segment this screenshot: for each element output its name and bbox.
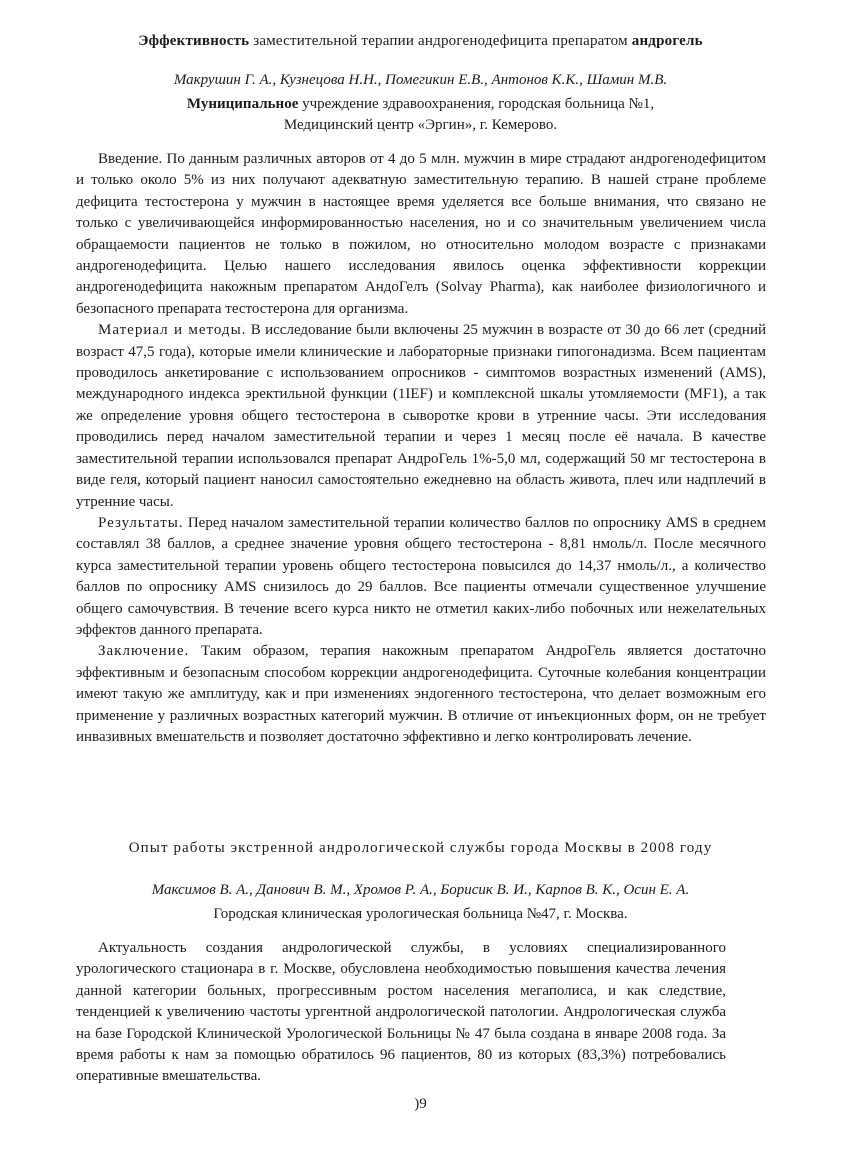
article2-title: Опыт работы экстренной андрологической службы города Москвы в 2008 году: [128, 840, 713, 856]
article1-affiliation-bold: Муниципальное: [186, 96, 299, 112]
article1-body: [76, 149, 766, 748]
article2-body: [76, 938, 726, 1088]
article1-authors: Макрушин Г. А., Кузнецова Н.Н., Помегикин Е.В., Антонов К.К., Шамин М.В.: [173, 72, 668, 88]
results-label: Результаты.: [98, 514, 184, 531]
methods-label: Материал и методы.: [98, 322, 247, 339]
article1-results: [76, 513, 766, 641]
article1-title: [0, 33, 841, 50]
article1-conclusion: [76, 641, 766, 748]
article2-authors: Максимов В. А., Данович В. М., Хромов Р. А., Борисик В. И., Карпов В. К., Осин Е. А.: [151, 882, 690, 898]
article2-paragraph: Актуальность создания андрологической службы, в условиях специализированного урологического стационара в г. Москве, обусловлена необходимостью повышения качества лечения данной категории больных, прогрессивным ростом населения мегаполиса, и как следствие, тенденцией к увеличению частоты ургентной андрологической патологии. Андрологическая служба на базе Городской Клинической Урологической Больницы № 47 была создана в январе 2008 года. За время работы к нам за помощью обратилось 96 пациентов, 80 из которых (83,3%) потребовались оперативные вмешательства.: [76, 940, 726, 1085]
article2-affiliation: Городская клиническая урологическая больница №47, г. Москва.: [213, 906, 628, 922]
article1-affiliation-line1: [0, 94, 841, 115]
conclusion-text: Таким образом, терапия накожным препаратом АндроГель является достаточно эффективным и безопасным способом коррекции андрогенодефицита. Суточные колебания концентрации имеют такую же амплитуду, как и при изменениях эндогенного тестостерона, что делает возможным его применение у различных возрастных категорий мужчин. В отличие от инъекционных форм, он не требует инвазивных вмешательств и позволяет достаточно эффективно и легко контролировать лечение.: [76, 643, 766, 745]
article1-affiliation-line2: Медицинский центр «Эргин», г. Кемерово.: [283, 117, 558, 133]
conclusion-label: Заключение.: [98, 643, 190, 660]
article1-intro: Введение. По данным различных авторов от 4 до 5 млн. мужчин в мире страдают андрогенодефицитом и только около 5% из них получают адекватную заместительную терапию. В нашей стране проблеме дефицита тестостерона у мужчин в настоящее время уделяется все больше внимания, что связано не только с увеличивающейся информированностью населения, но и со значительным увеличением числа обращаемости пациентов не только в пожилом, но относительно молодом возрасте с признаками андрогенодефицита. Целью нашего исследования явилось оценка эффективности коррекции андрогенодефицита накожным препаратом АндоГелъ (Solvay Pharma), как наиболее физиологичного и безопасного препарата тестостерона для организма.: [76, 151, 766, 317]
methods-text: В исследование были включены 25 мужчин в возрасте от 30 до 66 лет (средний возраст 47,5 года), которые имели клинические и лабораторные признаки гипогонадизма. Всем пациентам проводилось анкетирование с использованием опросников - симптомов возрастных изменений (AMS), международного индекса эректильной функции (1IEF) и комплексной шкалы утомляемости (MF1), а так же определение уровня общего тестостерона в сыворотке крови в утренние часы. Эти исследования проводились перед началом заместительной терапии и через 1 месяц после её начала. В качестве заместительной терапии использовался препарат АндроГель 1%-5,0 мл, содержащий 50 мг тестостерона в виде геля, который пациент наносил самостоятельно ежедневно на область живота, плеч или надплечий в утренние часы.: [76, 322, 766, 510]
page-number: )9: [414, 1096, 427, 1112]
article1-methods: [76, 320, 766, 513]
article1-affiliation-rest: учреждение здравоохранения, городская больница №1,: [298, 96, 655, 112]
article1-affiliation: [0, 94, 841, 136]
article1-title-middle: заместительной терапии андрогенодефицита препаратом: [249, 33, 632, 49]
results-text: Перед началом заместительной терапии количество баллов по опроснику AMS в среднем составлял 38 баллов, а среднее значение уровня общего тестостерона - 8,81 нмоль/л. После месячного курса заместительной терапии уровень общего тестостерона повысился до 14,37 нмоль/л., а количество баллов по опроснику AMS снизилось до 29 баллов. Все пациенты отмечали существенное улучшение общего самочувствия. В течение всего курса никто не отметил каких-либо побочных или нежелательных эффектов данного препарата.: [76, 514, 766, 638]
article1-title-bold-start: Эффективность: [138, 33, 250, 49]
article1-title-bold-end: андрогель: [631, 33, 703, 49]
